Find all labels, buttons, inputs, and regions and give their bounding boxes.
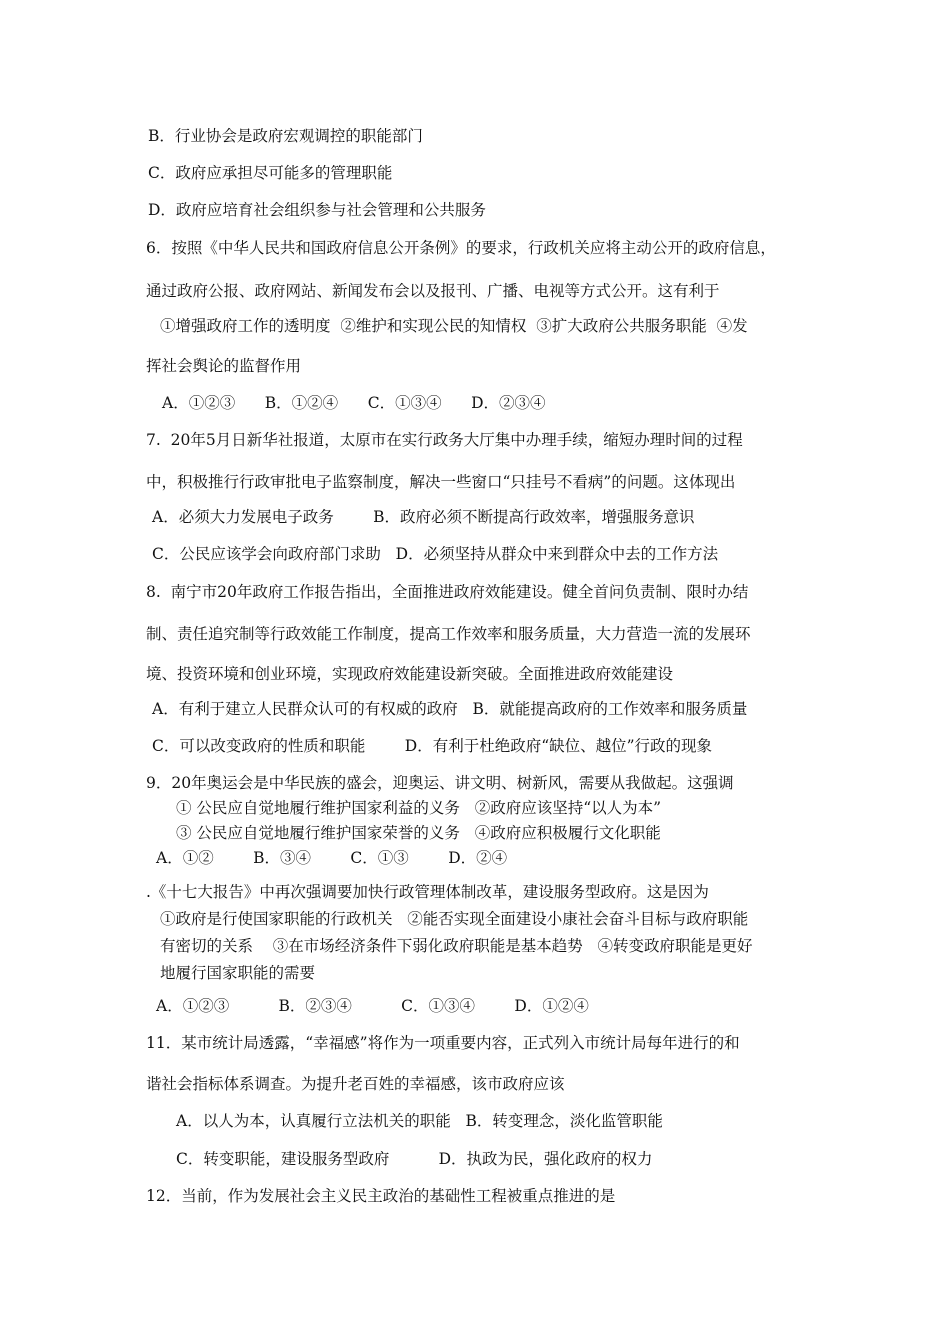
question-10-stem: .《十七大报告》中再次强调要加快行政管理体制改革，建设服务型政府。这是因为: [146, 883, 709, 901]
question-9-items: ③ 公民应自觉地履行维护国家荣誉的义务 ④政府应积极履行文化职能: [176, 824, 661, 842]
question-9-options: A．①② B．③④ C．①③ D．②④: [156, 849, 508, 867]
question-6-items: ①增强政府工作的透明度 ②维护和实现公民的知情权 ③扩大政府公共服务职能 ④发: [160, 317, 748, 335]
question-5-option-c: C．政府应承担尽可能多的管理职能: [148, 164, 393, 182]
question-7-stem: 中，积极推行行政审批电子监察制度，解决一些窗口“只挂号不看病”的问题。这体现出: [146, 473, 736, 491]
question-6-items: 挥社会舆论的监督作用: [146, 357, 302, 375]
question-6-stem: 6．按照《中华人民共和国政府信息公开条例》的要求，行政机关应将主动公开的政府信息，: [146, 239, 776, 257]
question-7-stem: 7. 20年5月日新华社报道，太原市在实行政务大厅集中办理手续，缩短办理时间的过程: [146, 431, 743, 449]
question-7-options: C．公民应该学会向政府部门求助 D．必须坚持从群众中来到群众中去的工作方法: [152, 545, 719, 563]
question-7-options: A．必须大力发展电子政务 B．政府必须不断提高行政效率，增强服务意识: [152, 508, 695, 526]
question-8-stem: 8. 南宁市20年政府工作报告指出，全面推进政府效能建设。健全首问负责制、限时办结: [146, 583, 749, 601]
question-8-stem: 境、投资环境和创业环境，实现政府效能建设新突破。全面推进政府效能建设: [146, 665, 674, 683]
question-8-options: C．可以改变政府的性质和职能 D．有利于杜绝政府“缺位、越位”行政的现象: [152, 737, 713, 755]
question-6-stem: 通过政府公报、政府网站、新闻发布会以及报刊、广播、电视等方式公开。这有利于: [146, 282, 720, 300]
question-8-stem: 制、责任追究制等行政效能工作制度，提高工作效率和服务质量，大力营造一流的发展环: [146, 625, 751, 643]
question-6-options: A．①②③ B．①②④ C．①③④ D．②③④: [162, 394, 546, 412]
question-12-stem: 12．当前，作为发展社会主义民主政治的基础性工程被重点推进的是: [146, 1187, 616, 1205]
question-5-option-d: D．政府应培育社会组织参与社会管理和公共服务: [148, 201, 486, 219]
question-11-stem: 谐社会指标体系调查。为提升老百姓的幸福感，该市政府应该: [146, 1075, 565, 1093]
question-10-items: 有密切的关系 ③在市场经济条件下弱化政府职能是基本趋势 ④转变政府职能是更好: [160, 937, 753, 955]
question-11-options: A．以人为本，认真履行立法机关的职能 B．转变理念，淡化监管职能: [176, 1112, 663, 1130]
question-10-items: ①政府是行使国家职能的行政机关 ②能否实现全面建设小康社会奋斗目标与政府职能: [160, 910, 749, 928]
question-8-options: A．有利于建立人民群众认可的有权威的政府 B．就能提高政府的工作效率和服务质量: [152, 700, 748, 718]
question-5-option-b: B．行业协会是政府宏观调控的职能部门: [148, 127, 423, 145]
question-9-stem: 9．20年奥运会是中华民族的盛会，迎奥运、讲文明、树新风，需要从我做起。这强调: [146, 774, 734, 792]
question-9-items: ① 公民应自觉地履行维护国家利益的义务 ②政府应该坚持“以人为本”: [176, 799, 662, 817]
question-10-items: 地履行国家职能的需要: [160, 964, 316, 982]
question-10-options: A．①②③ B．②③④ C．①③④ D．①②④: [156, 997, 589, 1015]
question-11-stem: 11．某市统计局透露，“幸福感”将作为一项重要内容，正式列入市统计局每年进行的和: [146, 1034, 740, 1052]
question-11-options: C．转变职能，建设服务型政府 D．执政为民，强化政府的权力: [176, 1150, 653, 1168]
